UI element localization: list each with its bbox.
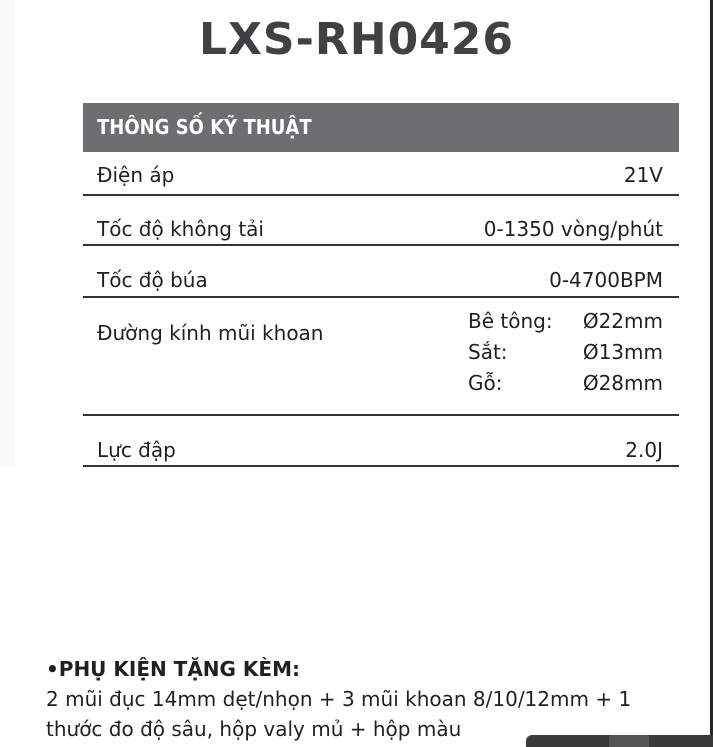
spec-value: 2.0J xyxy=(625,438,663,462)
spec-value: 21V xyxy=(623,163,663,187)
diameter-value: Ø22mm xyxy=(582,309,663,333)
material-label: Bê tông: xyxy=(468,309,553,333)
accessories-section xyxy=(46,654,686,744)
accessories-heading: •PHỤ KIỆN TẶNG KÈM: xyxy=(46,657,300,681)
spec-label: Lực đập xyxy=(97,438,176,462)
spec-label: Tốc độ không tải xyxy=(97,217,264,241)
drill-diameter-concrete xyxy=(468,306,663,337)
drill-diameter-steel xyxy=(468,337,663,368)
drill-diameter-wood xyxy=(468,368,663,399)
spec-row-drill-diameter xyxy=(83,298,679,416)
accessories-line-2: thước đo độ sâu, hộp valy mủ + hộp màu xyxy=(46,717,462,741)
product-title: LXS-RH0426 xyxy=(198,14,515,65)
drill-diameter-list xyxy=(468,306,663,399)
spec-label: Tốc độ búa xyxy=(97,268,208,292)
diameter-value: Ø28mm xyxy=(582,371,663,395)
material-label: Sắt: xyxy=(468,340,508,364)
diameter-value: Ø13mm xyxy=(582,340,663,364)
spec-row-impact-rate xyxy=(83,246,679,298)
spec-value: 0-4700BPM xyxy=(549,268,663,292)
accessories-line-1: 2 mũi đục 14mm dẹt/nhọn + 3 mũi khoan 8/10/12mm + 1 xyxy=(46,687,632,711)
spec-row-no-load-speed xyxy=(83,196,679,246)
spec-row-voltage xyxy=(83,152,679,196)
overlay-taskbar[interactable] xyxy=(526,735,713,747)
left-margin-strip xyxy=(0,0,15,466)
taskbar-tab[interactable] xyxy=(609,735,649,747)
spec-label: Đường kính mũi khoan xyxy=(97,321,324,345)
material-label: Gỗ: xyxy=(468,371,503,395)
spec-value: 0-1350 vòng/phút xyxy=(483,217,663,241)
spec-table-header: THÔNG SỐ KỸ THUẬT xyxy=(83,103,679,152)
spec-label: Điện áp xyxy=(97,163,175,187)
spec-row-impact-energy xyxy=(83,416,679,467)
